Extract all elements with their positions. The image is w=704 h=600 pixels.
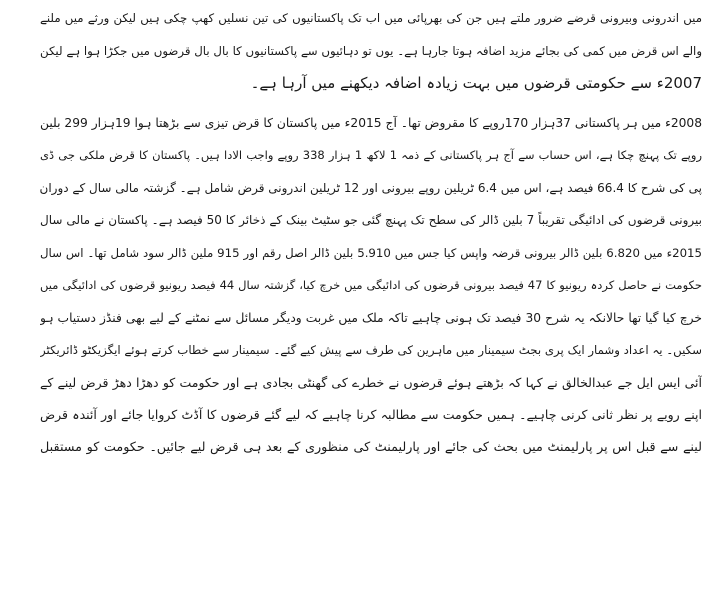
text-line: روپے تک پہنچ چکا ہے، اس حساب سے آج ہر پاکستانی کے ذمہ 1 لاکھ 1 ہزار 338 روپے واجب الادا ہیں۔ پاکستان کا قرض ملکی جی ڈی (40, 148, 702, 162)
paragraph-1 (40, 2, 702, 100)
text-line: بیرونی قرضوں کی ادائیگی تقریباً 7 بلین ڈالر کی سطح تک پہنچ گئی جو سٹیٹ بینک کے ذخائر کا 50 فیصد ہے۔ پاکستان نے مالی سال (40, 213, 702, 227)
article-body (40, 2, 702, 471)
text-line: والے اس قرض میں کمی کی بجائے مزید اضافہ ہوتا جارہا ہے۔ یوں تو دہائیوں سے پاکستانیوں کا بال بال قرضوں میں جکڑا ہوا ہے لیکن (40, 43, 702, 58)
text-line: 2015ء میں 6.820 بلین ڈالر بیرونی قرضہ واپس کیا جس میں 5.910 بلین ڈالر اصل رقم اور 915 ملین ڈالر سود شامل تھا۔ اس سال (40, 245, 702, 260)
text-line: 2007ء سے حکومتی قرضوں میں بہت زیادہ اضافہ دیکھنے میں آرہا ہے۔ (250, 74, 702, 92)
text-line: 2008ء میں ہر پاکستانی 37ہزار 170روپے کا مقروض تھا۔ آج 2015ء میں پاکستان کا قرض تیزی سے بڑھتا ہوا 19ہزار 299 بلین (40, 115, 702, 130)
paragraph-2 (40, 107, 702, 465)
text-line: حکومت نے حاصل کردہ ریونیو کا 47 فیصد بیرونی قرضوں کی ادائیگی میں خرچ کیا، گزشتہ سال 44 فیصد ریونیو قرضوں کی ادائیگی میں (40, 278, 702, 292)
text-line: میں اندرونی وبیرونی قرضے ضرور ملتے ہیں جن کی بھرپائی میں اب تک پاکستانیوں کی تین نسلیں کھپ چکی ہیں لیکن ورثے میں ملنے (40, 11, 702, 25)
text-line: لینے سے قبل اس پر پارلیمنٹ میں بحث کی جائے اور پارلیمنٹ کی منظوری کے بعد ہی قرض لیے جائیں۔ حکومت کو مستقبل (40, 439, 702, 455)
text-line: خرچ کیا گیا تھا حالانکہ یہ شرح 30 فیصد تک ہونی چاہیے تاکہ ملک میں غربت ودیگر مسائل سے نمٹنے کے لیے بھی فنڈز دستیاب ہو (40, 310, 702, 325)
text-line: سکیں۔ یہ اعداد وشمار ایک پری بجٹ سیمینار میں ماہرین کی طرف سے پیش کیے گئے۔ سیمینار سے خطاب کرتے ہوئے ایگزیکٹو ڈائریکٹر (40, 343, 702, 357)
text-line: پی کی شرح کا 66.4 فیصد ہے، اس میں 6.4 ٹریلین روپے بیرونی اور 12 ٹریلین اندرونی قرض شامل ہے۔ گزشتہ مالی سال کے دوران (40, 180, 702, 195)
text-line: اپنے رویے پر نظر ثانی کرنی چاہیے۔ ہمیں حکومت سے مطالبہ کرنا چاہیے کہ لیے گئے قرضوں کا آڈٹ کروایا جائے اور آئندہ قرض (40, 407, 702, 422)
text-line: آئی ایس ایل جے عبدالخالق نے کہا کہ بڑھتے ہوئے قرضوں نے خطرے کی گھنٹی بجادی ہے اور حکومت کو دھڑا دھڑ قرض لینے کے (40, 374, 702, 390)
